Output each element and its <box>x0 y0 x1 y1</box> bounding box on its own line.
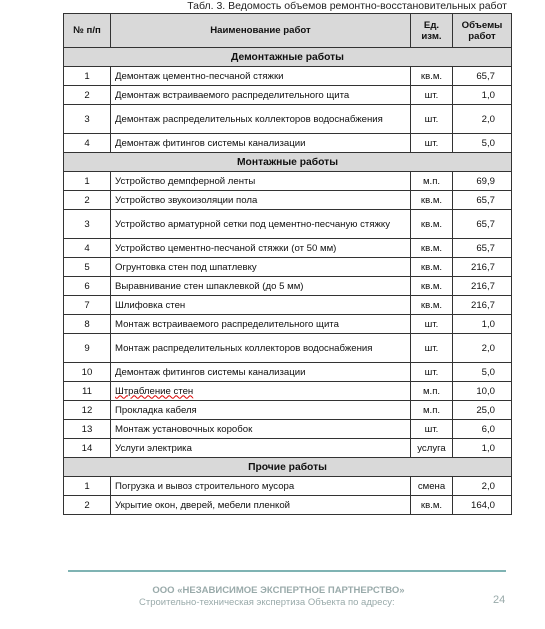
row-unit: шт. <box>411 420 453 439</box>
row-name: Укрытие окон, дверей, мебели пленкой <box>111 496 411 515</box>
row-name <box>111 382 411 401</box>
row-name: Монтаж распределительных коллекторов водоснабжения <box>111 334 411 363</box>
table-row <box>64 296 512 315</box>
row-unit: кв.м. <box>411 210 453 239</box>
row-quantity: 65,7 <box>453 191 512 210</box>
section-header-row <box>64 153 512 172</box>
row-name: Прокладка кабеля <box>111 401 411 420</box>
section-title: Прочие работы <box>64 458 512 477</box>
row-number: 2 <box>64 191 111 210</box>
page-number: 24 <box>493 594 506 606</box>
row-name: Устройство демпферной ленты <box>111 172 411 191</box>
row-unit: шт. <box>411 315 453 334</box>
footer-org: ООО «НЕЗАВИСИМОЕ ЭКСПЕРТНОЕ ПАРТНЕРСТВО» <box>152 585 405 596</box>
table-caption: Табл. 3. Ведомость объемов ремонтно-восстановительных работ <box>187 0 507 12</box>
row-name: Устройство цементно-песчаной стяжки (от 50 мм) <box>111 239 411 258</box>
header-name: Наименование работ <box>111 14 411 48</box>
row-unit: шт. <box>411 105 453 134</box>
table-row <box>64 105 512 134</box>
row-quantity: 2,0 <box>453 477 512 496</box>
row-number: 12 <box>64 401 111 420</box>
header-unit: Ед. изм. <box>411 14 453 48</box>
row-number: 2 <box>64 86 111 105</box>
table-row <box>64 134 512 153</box>
row-number: 9 <box>64 334 111 363</box>
table-row <box>64 363 512 382</box>
row-unit: кв.м. <box>411 191 453 210</box>
table-row <box>64 86 512 105</box>
section-header-row <box>64 48 512 67</box>
footer-divider <box>68 570 506 572</box>
row-name: Устройство звукоизоляции пола <box>111 191 411 210</box>
row-quantity: 1,0 <box>453 439 512 458</box>
row-quantity: 1,0 <box>453 86 512 105</box>
row-quantity: 216,7 <box>453 296 512 315</box>
row-name: Огрунтовка стен под шпатлевку <box>111 258 411 277</box>
header-qty: Объемы работ <box>453 14 512 48</box>
row-quantity: 10,0 <box>453 382 512 401</box>
row-unit: смена <box>411 477 453 496</box>
row-unit: кв.м. <box>411 258 453 277</box>
row-unit: шт. <box>411 134 453 153</box>
row-unit: кв.м. <box>411 496 453 515</box>
table-row <box>64 401 512 420</box>
row-name: Монтаж встраиваемого распределительного щита <box>111 315 411 334</box>
works-volume-table <box>63 13 512 515</box>
row-name: Устройство арматурной сетки под цементно-песчаную стяжку <box>111 210 411 239</box>
row-unit: шт. <box>411 86 453 105</box>
row-number: 13 <box>64 420 111 439</box>
row-name: Монтаж установочных коробок <box>111 420 411 439</box>
row-unit: м.п. <box>411 172 453 191</box>
table-row <box>64 191 512 210</box>
row-quantity: 5,0 <box>453 134 512 153</box>
table-row <box>64 496 512 515</box>
spellcheck-word: Штрабление стен <box>115 385 194 397</box>
row-unit: кв.м. <box>411 277 453 296</box>
table-row <box>64 315 512 334</box>
table-row <box>64 172 512 191</box>
table-row <box>64 258 512 277</box>
row-quantity: 65,7 <box>453 239 512 258</box>
row-name: Погрузка и вывоз строительного мусора <box>111 477 411 496</box>
row-name: Демонтаж встраиваемого распределительного щита <box>111 86 411 105</box>
row-number: 3 <box>64 210 111 239</box>
row-unit: шт. <box>411 334 453 363</box>
row-quantity: 6,0 <box>453 420 512 439</box>
row-unit: услуга <box>411 439 453 458</box>
row-number: 8 <box>64 315 111 334</box>
row-quantity: 65,7 <box>453 67 512 86</box>
row-unit: кв.м. <box>411 239 453 258</box>
row-unit: шт. <box>411 363 453 382</box>
row-name: Демонтаж фитингов системы канализации <box>111 363 411 382</box>
row-name: Выравнивание стен шпаклевкой (до 5 мм) <box>111 277 411 296</box>
row-name: Услуги электрика <box>111 439 411 458</box>
footer-subtitle: Строительно-техническая экспертиза Объекта по адресу: <box>139 597 395 608</box>
table-row <box>64 334 512 363</box>
table-row <box>64 277 512 296</box>
row-name: Демонтаж фитингов системы канализации <box>111 134 411 153</box>
row-unit: кв.м. <box>411 296 453 315</box>
row-unit: м.п. <box>411 382 453 401</box>
table-row <box>64 477 512 496</box>
row-quantity: 1,0 <box>453 315 512 334</box>
row-name: Демонтаж распределительных коллекторов водоснабжения <box>111 105 411 134</box>
section-title: Монтажные работы <box>64 153 512 172</box>
row-quantity: 25,0 <box>453 401 512 420</box>
table-row <box>64 382 512 401</box>
row-quantity: 65,7 <box>453 210 512 239</box>
row-number: 4 <box>64 134 111 153</box>
table-row <box>64 210 512 239</box>
row-quantity: 69,9 <box>453 172 512 191</box>
table-row <box>64 67 512 86</box>
row-quantity: 2,0 <box>453 105 512 134</box>
row-number: 4 <box>64 239 111 258</box>
row-number: 7 <box>64 296 111 315</box>
row-number: 2 <box>64 496 111 515</box>
header-num: № п/п <box>64 14 111 48</box>
row-quantity: 5,0 <box>453 363 512 382</box>
row-number: 1 <box>64 67 111 86</box>
row-number: 1 <box>64 477 111 496</box>
row-number: 3 <box>64 105 111 134</box>
table-row <box>64 439 512 458</box>
row-name: Шлифовка стен <box>111 296 411 315</box>
row-unit: кв.м. <box>411 67 453 86</box>
row-number: 6 <box>64 277 111 296</box>
row-quantity: 164,0 <box>453 496 512 515</box>
row-number: 5 <box>64 258 111 277</box>
row-name: Демонтаж цементно-песчаной стяжки <box>111 67 411 86</box>
row-number: 14 <box>64 439 111 458</box>
row-number: 1 <box>64 172 111 191</box>
section-title: Демонтажные работы <box>64 48 512 67</box>
table-row <box>64 239 512 258</box>
row-quantity: 2,0 <box>453 334 512 363</box>
row-number: 10 <box>64 363 111 382</box>
row-quantity: 216,7 <box>453 277 512 296</box>
row-number: 11 <box>64 382 111 401</box>
section-header-row <box>64 458 512 477</box>
row-quantity: 216,7 <box>453 258 512 277</box>
row-unit: м.п. <box>411 401 453 420</box>
table-body <box>64 48 512 515</box>
table-row <box>64 420 512 439</box>
